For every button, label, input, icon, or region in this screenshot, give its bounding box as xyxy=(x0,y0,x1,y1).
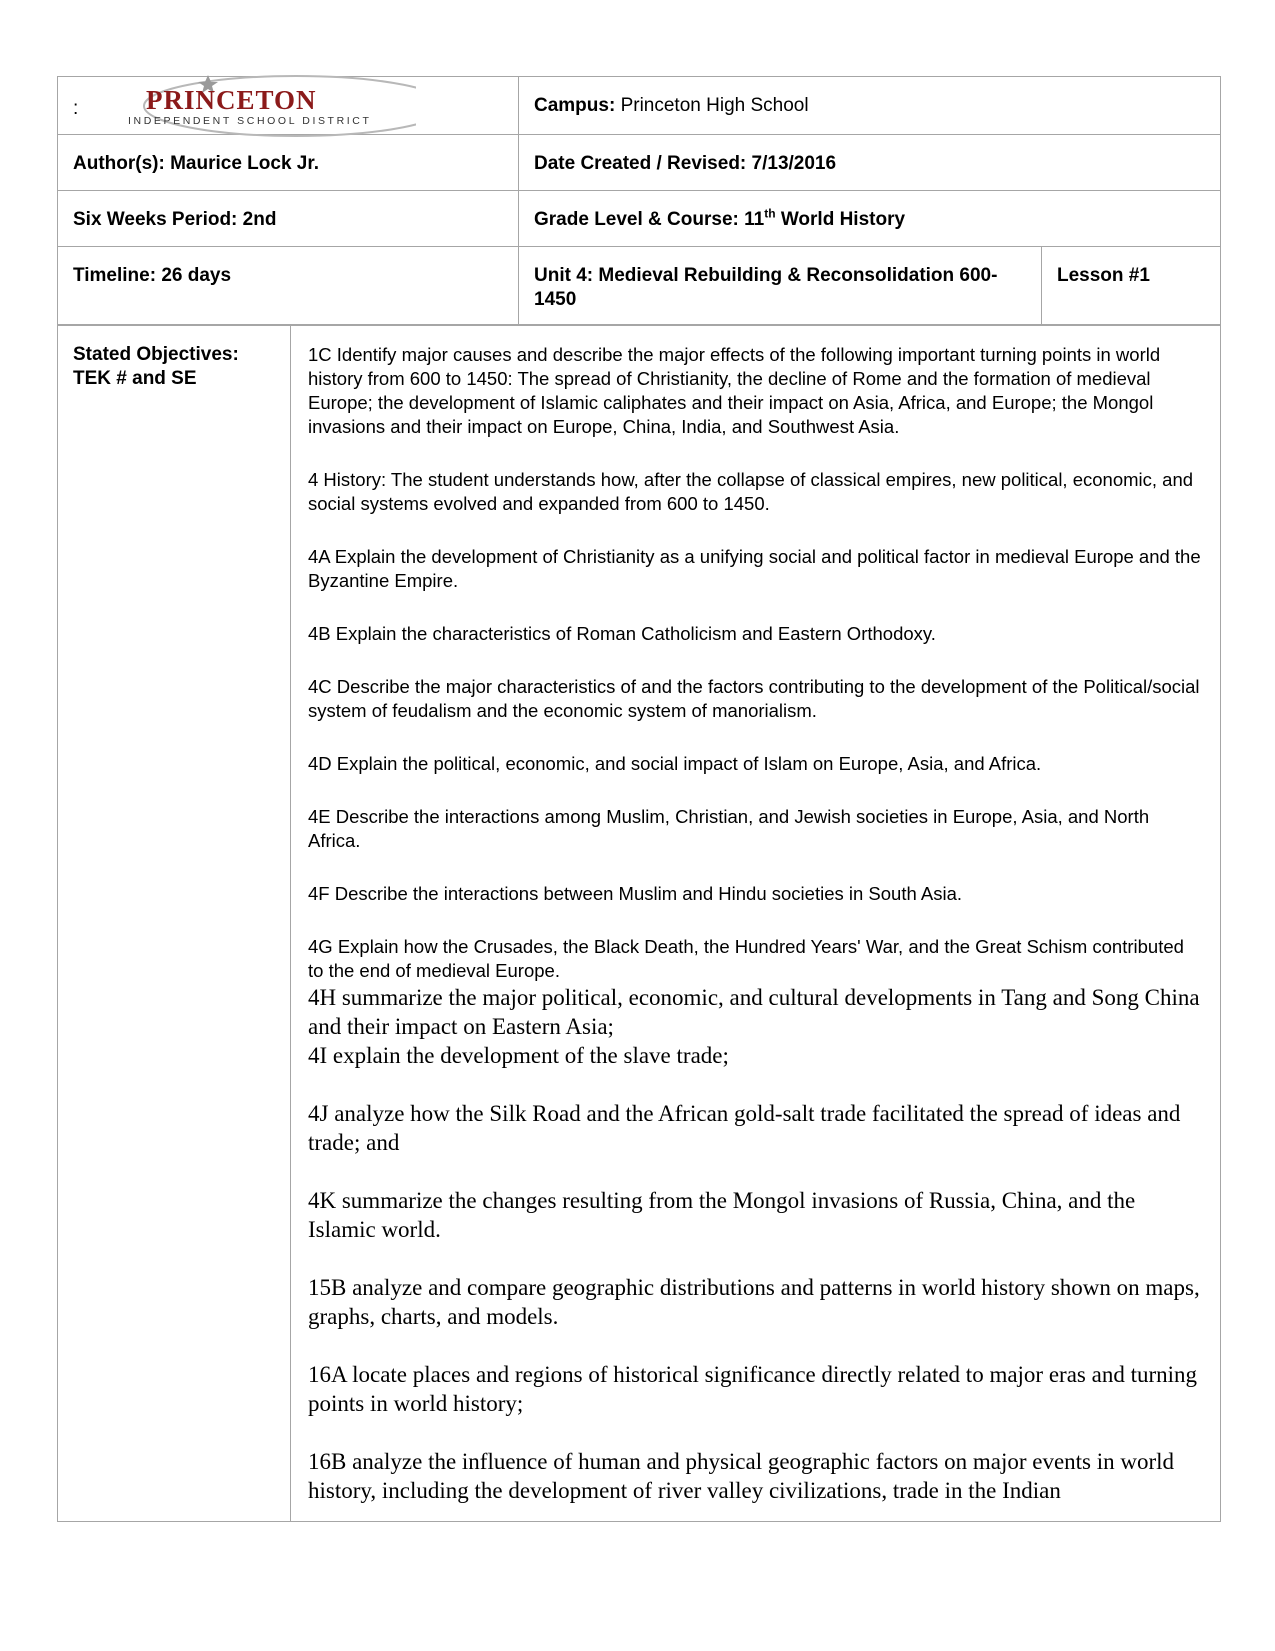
objective-item: 1C Identify major causes and describe the major effects of the following important turning points in world history from 600 to 1450: The spread of Christianity, the decline of Rome and the formation of medieval Europe; the development of Islamic caliphates and their impact on Asia, Africa, and Europe; the Mongol invasions and their impact on Europe, China, India, and Southwest Asia. xyxy=(308,344,1161,437)
svg-text:INDEPENDENT SCHOOL DISTRICT: INDEPENDENT SCHOOL DISTRICT xyxy=(128,115,372,127)
objective-item: 4G Explain how the Crusades, the Black Death, the Hundred Years' War, and the Great Schism contributed to the end of medieval Europe. xyxy=(308,936,1184,981)
grade-prefix: Grade Level & Course: 11 xyxy=(534,209,765,230)
objective-item: 15B analyze and compare geographic distributions and patterns in world history shown on maps, graphs, charts, and models. xyxy=(308,1275,1200,1329)
lesson-cell: Lesson #1 xyxy=(1042,247,1221,325)
grade-course-cell xyxy=(519,191,1221,247)
objectives-label: Stated Objectives: xyxy=(73,344,239,365)
objective-item: 4A Explain the development of Christianity as a unifying social and political factor in medieval Europe and the Byzantine Empire. xyxy=(308,546,1201,591)
objectives-table xyxy=(57,325,1221,1522)
objective-item: 4E Describe the interactions among Muslim, Christian, and Jewish societies in Europe, Asia, and North Africa. xyxy=(308,806,1150,851)
campus-value: Princeton High School xyxy=(620,95,809,116)
objectives-label-cell xyxy=(58,326,291,1522)
objective-item: 16A locate places and regions of historical significance directly related to major eras and turning points in world history; xyxy=(308,1362,1198,1416)
objective-item: 4B Explain the characteristics of Roman Catholicism and Eastern Orthodoxy. xyxy=(308,623,936,644)
period-cell: Six Weeks Period: 2nd xyxy=(58,191,519,247)
campus-label: Campus: xyxy=(534,95,616,116)
colon-text: : xyxy=(73,98,79,119)
date-cell: Date Created / Revised: 7/13/2016 xyxy=(519,135,1221,191)
objective-item: 4D Explain the political, economic, and social impact of Islam on Europe, Asia, and Africa. xyxy=(308,753,1042,774)
princeton-isd-logo xyxy=(126,71,416,141)
objective-item: 4F Describe the interactions between Muslim and Hindu societies in South Asia. xyxy=(308,883,963,904)
timeline-cell: Timeline: 26 days xyxy=(58,247,519,325)
objective-item: 4I explain the development of the slave trade; xyxy=(308,1043,729,1068)
author-cell: Author(s): Maurice Lock Jr. xyxy=(58,135,519,191)
header-table xyxy=(57,76,1221,325)
objective-item: 4C Describe the major characteristics of and the factors contributing to the development of the Political/social system of feudalism and the economic system of manorialism. xyxy=(308,676,1200,721)
objectives-content-cell xyxy=(291,326,1221,1522)
tek-label: TEK # and SE xyxy=(73,368,197,389)
objective-item: 4K summarize the changes resulting from the Mongol invasions of Russia, China, and the Islamic world. xyxy=(308,1188,1136,1242)
grade-suffix: World History xyxy=(775,209,906,230)
campus-cell xyxy=(519,77,1221,135)
lesson-plan-page xyxy=(57,76,1220,1522)
grade-superscript: th xyxy=(764,206,776,221)
svg-text:PRINCETON: PRINCETON xyxy=(146,85,317,115)
objective-item: 4H summarize the major political, economic, and cultural developments in Tang and Song China and their impact on Eastern Asia; xyxy=(308,985,1200,1039)
logo-cell xyxy=(58,77,519,135)
objective-item: 16B analyze the influence of human and physical geographic factors on major events in world history, including the development of river valley civilizations, trade in the Indian xyxy=(308,1449,1175,1503)
objective-item: 4J analyze how the Silk Road and the African gold-salt trade facilitated the spread of ideas and trade; and xyxy=(308,1101,1181,1155)
objective-item: 4 History: The student understands how, after the collapse of classical empires, new political, economic, and social systems evolved and expanded from 600 to 1450. xyxy=(308,469,1194,514)
unit-cell: Unit 4: Medieval Rebuilding & Reconsolidation 600-1450 xyxy=(519,247,1042,325)
